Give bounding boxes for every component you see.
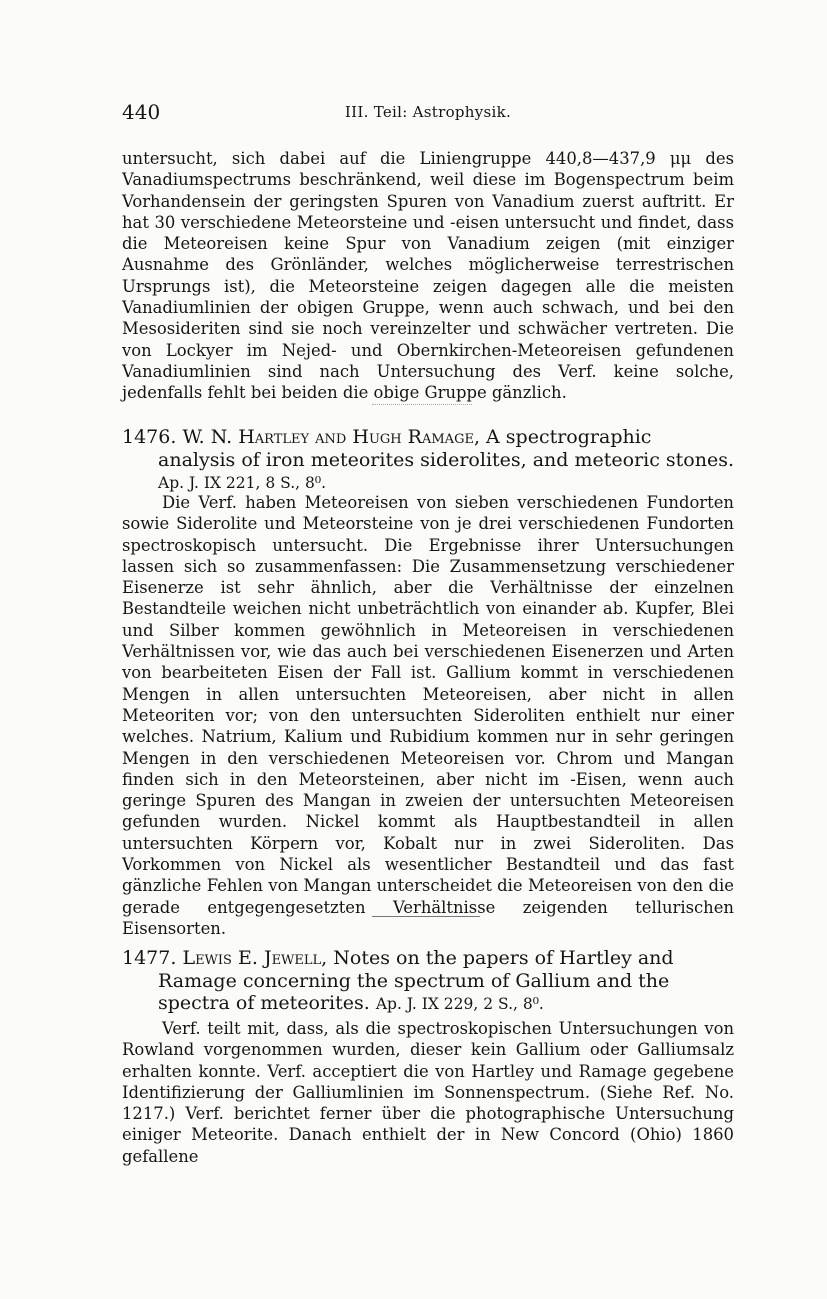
entry-reference: Ap. J. IX 229, 2 S., 8⁰. [375, 995, 544, 1013]
entry-paragraph: Die Verf. haben Meteoreisen von sieben verschiedenen Fundorten sowie Siderolite und Meteorsteine von je drei verschiedenen Fundorten spectroskopisch untersucht. Die Ergebnisse ihrer Untersuchungen lassen sich so zusammenfassen: Die Zusammensetzung verschiedener Eisenerze ist sehr ähnlich, aber die Verhältnisse der einzelnen Bestandteile weichen nicht unbeträchtlich von einander ab. Kupfer, Blei und Silber kommen gewöhnlich in Meteoreisen in verschiedenen Verhältnissen vor, wie das auch bei verschiedenen Eisenerzen und Arten von bearbeiteten Eisen der Fall ist. Gallium kommt in verschiedenen Mengen in allen untersuchten Meteoreisen, aber nicht in allen Meteoriten vor; von den untersuchten Sideroliten enthielt nur einer welches. Natrium, Kalium und Rubidium kommen nur in sehr geringen Mengen in den verschiedenen Meteoreisen vor. Chrom und Mangan finden sich in den Meteorsteinen, aber nicht im -Eisen, wenn auch geringe Spuren des Mangan in zweien der untersuchten Meteoreisen gefunden wurden. Nickel kommt als Hauptbestandteil in allen untersuchten Körpern vor, Kobalt nur in zwei Sideroliten. Das Vorkommen von Nickel als wesentlicher Bestandteil und das fast gänzliche Fehlen von Mangan unterscheidet die Meteoreisen von den die gerade entgegengesetzten Verhältnisse zeigenden tellurischen Eisensorten. [122, 493, 734, 938]
running-title: III. Teil: Astrophysik. [344, 103, 512, 121]
entry-heading-1476 [122, 426, 734, 495]
entry-number: 1476. [122, 426, 177, 448]
entry-title: A spectrographic analysis of iron meteorites siderolites, and meteoric stones. [158, 426, 735, 471]
section-divider [372, 916, 480, 917]
section-divider [372, 404, 472, 405]
continuation-text: untersucht, sich dabei auf die Liniengruppe 440,8—437,9 μμ des Vanadiumspectrums beschränkend, weil diese im Bogenspectrum beim Vorhandensein der geringsten Spuren von Vanadium zuerst auftritt. Er hat 30 verschiedene Meteorsteine und -eisen untersucht und findet, dass die Meteoreisen keine Spur von Vanadium zeigen (mit einziger Ausnahme des Grönländer, welches möglicherweise terrestrischen Ursprungs ist), die Meteorsteine zeigen dagegen alle die meisten Vanadiumlinien der obigen Gruppe, wenn auch schwach, und bei den Mesosideriten sind sie noch vereinzelter und schwächer vertreten. Die von Lockyer im Nejed- und Obernkirchen-Meteoreisen gefundenen Vanadiumlinien sind nach Untersuchung des Verf. keine solche, jedenfalls fehlt bei beiden die obige Gruppe gänzlich. [122, 149, 734, 403]
entry-heading-1477 [122, 947, 734, 1016]
entry-paragraph: Verf. teilt mit, dass, als die spectroskopischen Untersuchungen von Rowland vorgenommen wurden, dieser kein Gallium oder Galliumsalz erhalten konnte. Verf. acceptiert die von Hartley und Ramage gegebene Identifizierung der Galliumlinien im Sonnenspectrum. (Siehe Ref. No. 1217.) Verf. berichtet ferner über die photographische Untersuchung einiger Meteorite. Danach enthielt der in New Concord (Ohio) 1860 gefallene [122, 1019, 734, 1166]
entry-title: Notes on the papers of Hartley and Ramage concerning the spectrum of Gallium and the spectra of meteorites. [158, 947, 674, 1014]
entry-body-1476 [122, 492, 734, 939]
entry-reference: Ap. J. IX 221, 8 S., 8⁰. [158, 474, 326, 492]
entry-authors: Lewis E. Jewell, [182, 947, 328, 969]
entry-number: 1477. [122, 947, 177, 969]
entry-authors: W. N. Hartley and Hugh Ramage, [182, 426, 480, 448]
running-head [122, 100, 734, 124]
page-number: 440 [122, 100, 161, 124]
continuation-paragraph [122, 148, 734, 404]
entry-body-1477 [122, 1018, 734, 1167]
